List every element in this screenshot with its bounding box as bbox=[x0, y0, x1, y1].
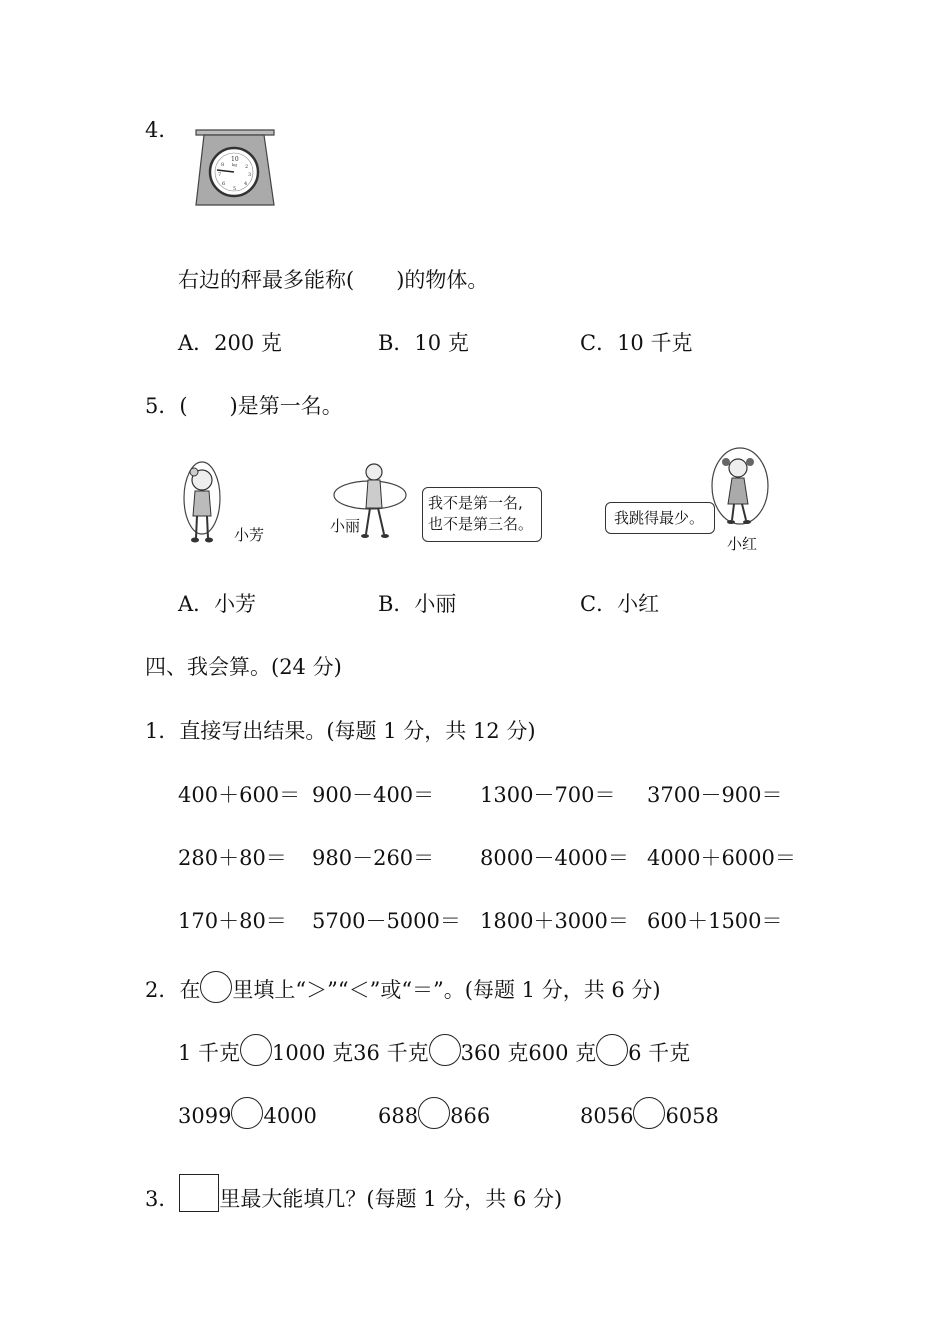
q4-option-b: B．10 克 bbox=[378, 331, 469, 355]
q5-option-c: C．小红 bbox=[580, 592, 660, 616]
answer-box-sample bbox=[179, 1174, 219, 1212]
s4-q1-title: 1．直接写出结果。(每题 1 分，共 12 分) bbox=[145, 719, 536, 743]
svg-text:6: 6 bbox=[222, 181, 226, 187]
svg-text:3: 3 bbox=[248, 172, 252, 178]
svg-text:5: 5 bbox=[233, 186, 237, 192]
calc-item: 400＋600＝ bbox=[178, 783, 301, 807]
compare-circle[interactable] bbox=[418, 1097, 450, 1129]
girl-xiaofang-illustration bbox=[180, 458, 240, 548]
speech-bubble-xiaoli bbox=[422, 487, 542, 542]
calc-item: 900－400＝ bbox=[312, 783, 435, 807]
calc-item: 280＋80＝ bbox=[178, 846, 287, 870]
calc-item: 170＋80＝ bbox=[178, 909, 287, 933]
svg-text:4: 4 bbox=[244, 181, 248, 187]
calc-item: 1800＋3000＝ bbox=[480, 909, 629, 933]
scale-illustration bbox=[192, 128, 276, 208]
speech-bubble-xiaohong bbox=[605, 502, 715, 534]
calc-item: 3700－900＝ bbox=[647, 783, 783, 807]
name-xiaofang: 小芳 bbox=[234, 526, 265, 544]
calc-item: 600＋1500＝ bbox=[647, 909, 783, 933]
name-xiaohong: 小红 bbox=[727, 535, 758, 553]
q4-option-a: A．200 克 bbox=[178, 331, 282, 355]
q5-option-a: A．小芳 bbox=[178, 592, 257, 616]
calc-item: 8000－4000＝ bbox=[480, 846, 629, 870]
calc-item: 5700－5000＝ bbox=[312, 909, 461, 933]
q5-option-b: B．小丽 bbox=[378, 592, 457, 616]
svg-text:2: 2 bbox=[245, 164, 249, 170]
s4-q2-prefix: 2．在 bbox=[145, 978, 201, 1002]
compare-circle-sample bbox=[200, 971, 232, 1003]
svg-text:8: 8 bbox=[221, 162, 225, 168]
bubble-line-1: 我不是第一名, bbox=[428, 494, 523, 512]
calc-item: 980－260＝ bbox=[312, 846, 435, 870]
s4-q3-prefix: 3． bbox=[145, 1187, 180, 1211]
name-xiaoli: 小丽 bbox=[330, 517, 361, 535]
compare-circle[interactable] bbox=[429, 1034, 461, 1066]
bubble-hong-text: 我跳得最少。 bbox=[614, 509, 705, 527]
compare-circle[interactable] bbox=[231, 1097, 263, 1129]
svg-text:7: 7 bbox=[218, 172, 222, 178]
compare-item: 1 千克 1000 克36 千克 360 克600 克 6 千克 bbox=[178, 1034, 690, 1066]
q4-question: 右边的秤最多能称( )的物体。 bbox=[178, 268, 489, 292]
svg-text:kg: kg bbox=[232, 162, 237, 167]
compare-item: 3099 4000 bbox=[178, 1097, 317, 1129]
compare-circle[interactable] bbox=[633, 1097, 665, 1129]
girl-xiaohong-illustration bbox=[700, 446, 780, 536]
s4-q2-suffix: 里填上“＞”“＜”或“＝”。(每题 1 分，共 6 分) bbox=[232, 978, 661, 1002]
svg-text:10: 10 bbox=[231, 156, 239, 163]
calc-item: 4000＋6000＝ bbox=[647, 846, 796, 870]
compare-circle[interactable] bbox=[596, 1034, 628, 1066]
compare-item: 8056 6058 bbox=[580, 1097, 719, 1129]
q4-number: 4． bbox=[145, 118, 180, 142]
section4-heading: 四、我会算。(24 分) bbox=[145, 655, 342, 679]
s4-q2-title bbox=[145, 971, 661, 1003]
bubble-line-2: 也不是第三名。 bbox=[428, 515, 534, 533]
s4-q3-suffix: 里最大能填几？(每题 1 分，共 6 分) bbox=[219, 1187, 563, 1211]
s4-q3-title bbox=[145, 1174, 562, 1212]
calc-item: 1300－700＝ bbox=[480, 783, 616, 807]
compare-item: 688 866 bbox=[378, 1097, 490, 1129]
compare-circle[interactable] bbox=[240, 1034, 272, 1066]
q4-option-c: C．10 千克 bbox=[580, 331, 693, 355]
q5-question: 5．( )是第一名。 bbox=[145, 394, 343, 418]
